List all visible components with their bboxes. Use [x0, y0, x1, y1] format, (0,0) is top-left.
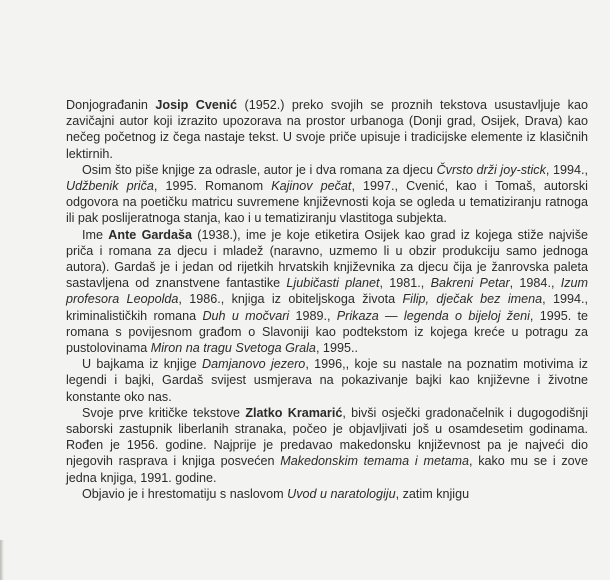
text-run: Osim što piše knjige za odrasle, autor je i dva romana za djecu: [82, 162, 437, 177]
text-run: , 1986., knjiga iz obiteljskoga života: [178, 292, 403, 307]
text-run: U bajkama iz knjige: [82, 357, 202, 372]
book-title: Uvod u naratologiju: [287, 486, 396, 501]
text-run: , kako mu se i zove jedna knjiga, 1991. godine.: [66, 454, 588, 485]
text-run: , 1996,, koje su nastale na poznatim motivima iz legendi i bajki, Gardaš svijest usmjerava na pokazivanje bajki kao književne i životne konstante oko nas.: [66, 357, 588, 404]
scan-shadow-edge: [0, 540, 4, 580]
text-run: , 1995. te romana s povijesnom građom o Slavoniji kao podtekstom iz kojega kreće u potragu za pustolovinama: [66, 308, 589, 356]
paragraph-cvenic-novels: [66, 162, 588, 227]
text-run: Objavio je i hrestomatiju s naslovom: [82, 486, 288, 501]
book-title: Bakreni Petar: [430, 276, 510, 291]
text-run: , 1994., kriminalističkih romana: [66, 292, 588, 323]
book-title: Izum profesora Leopolda: [66, 276, 589, 307]
paragraph-gardas-intro: [66, 227, 588, 357]
book-title: Miron na tragu Svetoga Grala: [150, 341, 316, 356]
book-title: Damjanovo jezero: [201, 357, 306, 372]
book-title: Filip, dječak bez imena: [402, 292, 543, 307]
paragraph-kramaric-works: [66, 486, 588, 502]
text-run: , 1995. Romanom: [153, 179, 272, 194]
paragraph-cvenic-intro: [66, 97, 588, 162]
text-run: , 1997., Cvenić, kao i Tomaš, autorski odgovora na poetičku matricu suvremene književnosti koja se ogleda u tematiziranju ratnoga ili pak poslijeratnoga stanja, kao i u tematiziranju vlastitoga subjekta.: [66, 179, 588, 226]
text-run: , bivši osječki gradonačelnik i dugogodišnji saborski zastupnik liberlanih stranaka, počeo je objavljivati još u osamdesetim godinama. Rođen je 1956. godine. Najprije je predavao makedonsku književnost pa je najveći dio njegovih rasprava i knjiga posvećen: [66, 405, 588, 469]
text-run: (1952.) preko svojih se proznih tekstova usustavljuje kao zavičajni autor koji izrazito upozorava na prostor urbanoga (Donji grad, Osijek, Drava) kao nečeg početnog iz čega nastaje tekst. U svoje priče upisuje i tradicijske elemente iz klasičnih lektirnih.: [66, 98, 588, 161]
book-title: Makedonskim temama i metama: [280, 454, 469, 469]
text-run: , 1981.,: [379, 276, 431, 291]
text-run: Donjograđanin: [66, 98, 156, 112]
paragraph-gardas-fairytales: [66, 356, 588, 405]
text-run: Ime: [82, 227, 109, 242]
book-title: Ljubičasti planet: [286, 276, 380, 291]
book-title: Duh u močvari: [202, 308, 290, 323]
book-title: Čvrsto drži joy-stick: [436, 162, 546, 177]
text-run: , 1995..: [315, 341, 358, 356]
book-title: Udžbenik priča: [66, 179, 154, 194]
text-run: (1938.), ime je koje etiketira Osijek kao grad iz kojega stiže najviše priča i romana za djecu i mladež (naravno, uzmemo li u obzir produkciju samo jednoga autora). Gardaš je i jedan od rijetkih hrvatskih književnika za djecu čija je žanrovska paleta sastavljena od znanstvene fantastike: [66, 227, 588, 291]
text-run: , 1994.,: [545, 162, 589, 177]
author-name: Ante Gardaša: [108, 227, 192, 242]
book-title: Kajinov pečat: [271, 179, 352, 194]
author-name: Zlatko Kramarić: [245, 405, 343, 420]
body-text: [66, 97, 588, 502]
author-name: Josip Cvenić: [155, 98, 238, 112]
text-run: Svoje prve kritičke tekstove: [82, 405, 246, 420]
text-run: , 1984.,: [509, 276, 561, 291]
paragraph-kramaric-intro: [66, 405, 588, 486]
book-title: Prikaza — legenda o bijeloj ženi: [336, 308, 530, 323]
text-run: 1989.,: [289, 308, 337, 323]
text-run: , zatim knjigu: [395, 486, 470, 501]
